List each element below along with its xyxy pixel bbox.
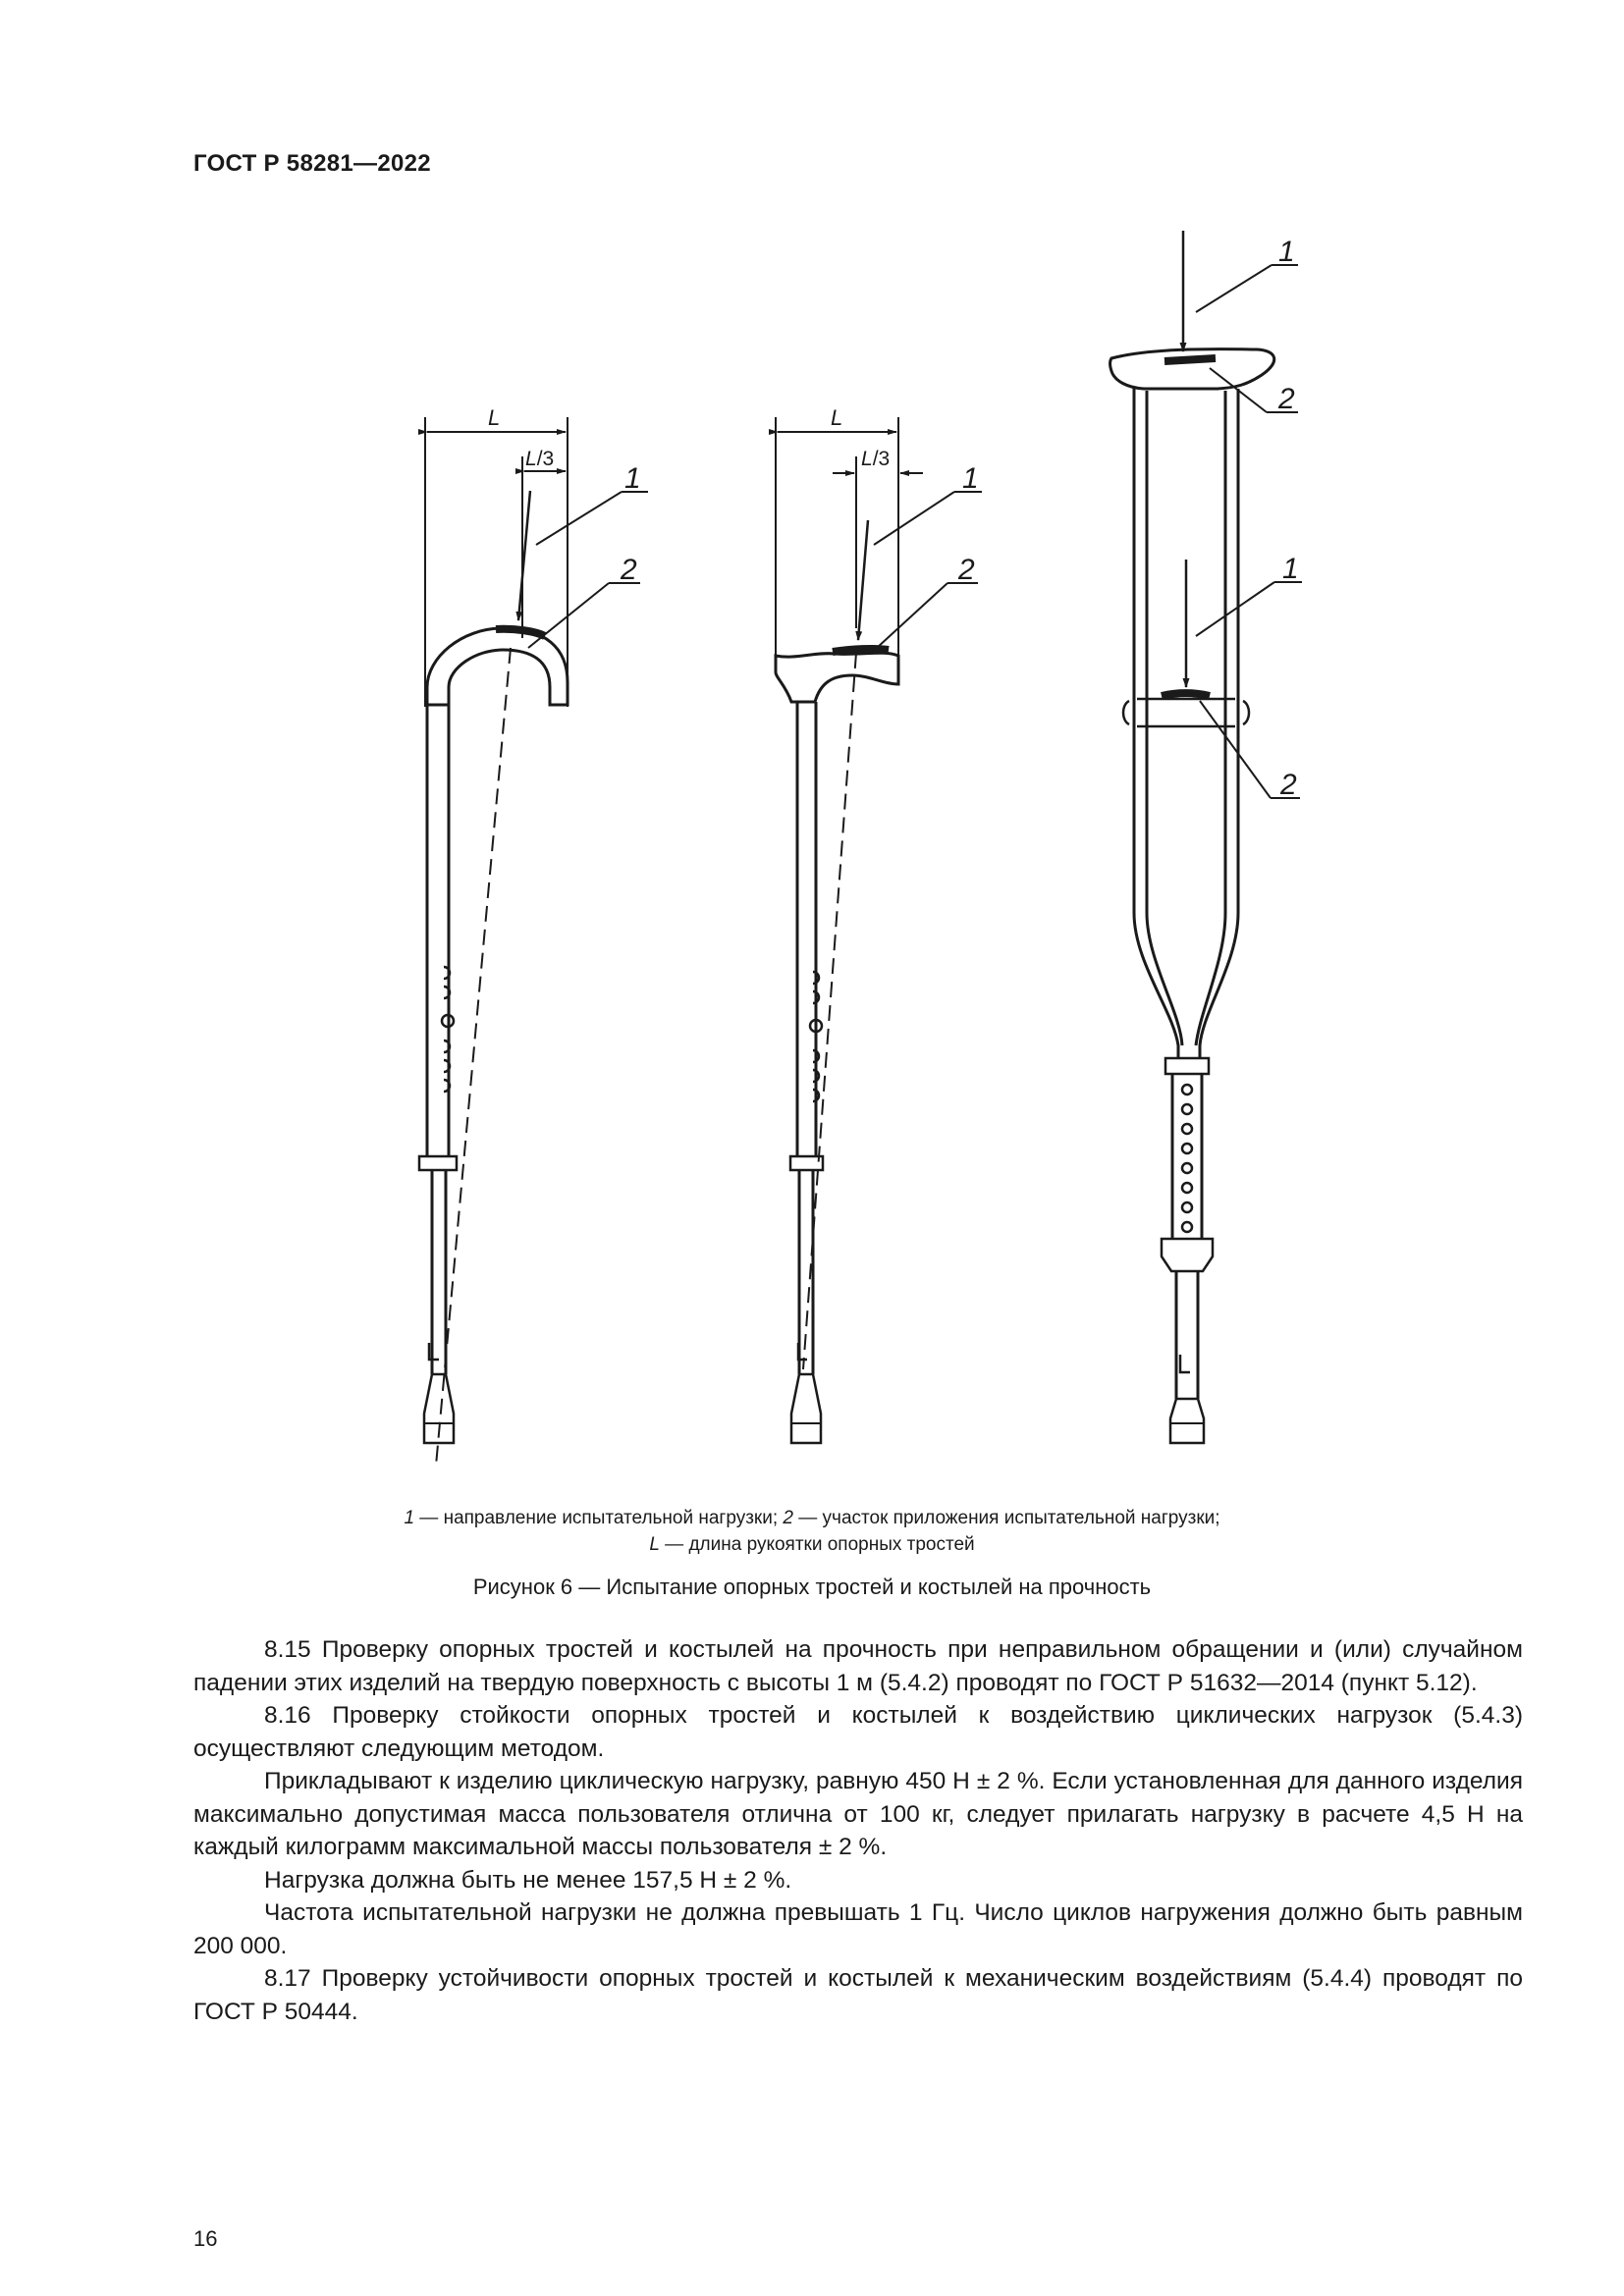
callout-2-crutch-grip: 2 <box>1280 769 1297 801</box>
body-text <box>193 1633 1523 2028</box>
axillary-crutch <box>1110 231 1303 1443</box>
callout-1-cane2: 1 <box>962 462 979 495</box>
callout-2-cane1: 2 <box>621 554 637 586</box>
callout-2-crutch-top: 2 <box>1278 383 1295 415</box>
legend-text-2: — участок приложения испытательной нагрузки; <box>793 1508 1220 1528</box>
page-number: 16 <box>193 2226 218 2251</box>
label-L-cane1: L <box>488 405 501 430</box>
legend-num-2: 2 <box>783 1508 793 1528</box>
legend-line-1 <box>0 1505 1624 1531</box>
paragraph-frequency: Частота испытательной нагрузки не должна превышать 1 Гц. Число циклов нагружения должно быть равным 200 000. <box>193 1899 1523 1959</box>
label-L3-cane1: L/3 <box>525 448 555 470</box>
callout-1-cane1: 1 <box>624 462 641 495</box>
figure-labels <box>488 236 1299 801</box>
figure-caption: Рисунок 6 — Испытание опорных тростей и костылей на прочность <box>472 1575 1152 1599</box>
figure-legend <box>0 1505 1624 1558</box>
paragraph-min-load: Нагрузка должна быть не менее 157,5 Н ± 2 %. <box>264 1866 792 1894</box>
document-header: ГОСТ Р 58281—2022 <box>193 150 431 177</box>
callout-1-crutch-top: 1 <box>1278 236 1295 268</box>
legend-text-1: — направление испытательной нагрузки; <box>414 1508 784 1528</box>
paragraph-8-17: 8.17 Проверку устойчивости опорных тростей и костылей к механическим воздействиям (5.4.4) проводят по ГОСТ Р 50444. <box>193 1965 1523 2025</box>
paragraph-8-15: 8.15 Проверку опорных тростей и костылей на прочность при неправильном обращении и (или) случайном падении этих изделий на твердую поверхность с высоты 1 м (5.4.2) проводят по ГОСТ Р 51632—2014 (пункт 5.12). <box>193 1636 1523 1696</box>
callout-1-crutch-grip: 1 <box>1282 553 1299 585</box>
paragraph-load: Прикладывают к изделию циклическую нагрузку, равную 450 Н ± 2 %. Если установленная для данного изделия максимально допустимая масса пользователя отлична от 100 кг, следует прилагать нагрузку в расчете 4,5 Н на каждый килограмм максимальной массы пользователя ± 2 %. <box>193 1768 1523 1860</box>
label-L3-cane2: L/3 <box>861 448 891 470</box>
callout-2-cane2: 2 <box>958 554 975 586</box>
legend-num-L: L <box>649 1534 660 1555</box>
t-handle-cane <box>776 417 982 1443</box>
legend-line-2 <box>0 1531 1624 1558</box>
legend-text-L: — длина рукоятки опорных тростей <box>659 1534 975 1555</box>
crook-cane <box>419 417 648 1466</box>
legend-num-1: 1 <box>404 1508 415 1528</box>
label-L-cane2: L <box>831 405 843 430</box>
paragraph-8-16: 8.16 Проверку стойкости опорных тростей и костылей к воздействию циклических нагрузок (5.4.3) осуществляют следующим методом. <box>193 1702 1523 1762</box>
